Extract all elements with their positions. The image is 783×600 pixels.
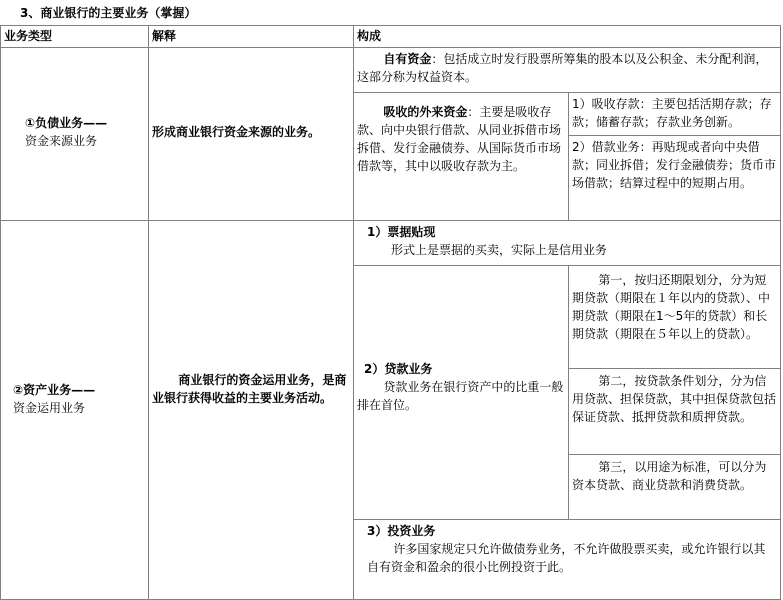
loan-class2-cell: 第二，按贷款条件划分，分为信用贷款、担保贷款，其中担保贷款包括保证贷款、抵押贷款和质押贷款。 <box>568 368 781 455</box>
own-funds-text: ：包括成立时发行股票所筹集的股本以及公积金、未分配利润，这部分称为权益资本。 <box>357 52 768 84</box>
loan-class3-cell: 第三，以用途为标准，可以分为资本贷款、商业贷款和消费贷款。 <box>568 454 781 520</box>
liability-type-cell <box>0 47 149 221</box>
own-funds-label: 自有资金 <box>383 52 432 66</box>
header-type: 业务类型 <box>0 25 149 48</box>
own-funds-cell <box>353 47 781 93</box>
invest-title: 3）投资业务 <box>367 524 436 538</box>
asset-explain-cell <box>148 220 354 600</box>
borrow-cell: 2）借款业务：再贴现或者向中央借款；同业拆借；发行金融债券；货币市场借款；结算过程中的短期占用。 <box>568 135 781 221</box>
deposit-cell: 1）吸收存款：主要包括活期存款；存款；储蓄存款；存款业务创新。 <box>568 92 781 136</box>
asset-explain: 商业银行的资金运用业务，是商业银行获得收益的主要业务活动。 <box>152 373 347 405</box>
liability-type-subtitle: 资金来源业务 <box>25 134 98 148</box>
loan-class1-cell: 第一，按归还期限划分，分为短期贷款（期限在１年以内的贷款）、中期贷款（期限在1～5年的贷款）和长期贷款（期限在５年以上的贷款）。 <box>568 265 781 369</box>
discount-cell <box>353 220 781 266</box>
header-explain: 解释 <box>148 25 354 48</box>
section-title: 3、商业银行的主要业务（掌握） <box>20 6 197 20</box>
discount-text: 形式上是票据的买卖，实际上是信用业务 <box>391 243 608 257</box>
liability-explain-cell <box>148 47 354 221</box>
asset-type-subtitle: 资金运用业务 <box>13 401 86 415</box>
loan-cell <box>353 265 569 520</box>
external-funds-text: ：主要是吸收存款、向中央银行借款、从同业拆借市场拆借、发行金融债券、从国际货币市场借款等，其中以吸收存款为主。 <box>357 105 562 173</box>
loan-title: 2）贷款业务 <box>364 362 433 376</box>
invest-text: 许多国家规定只允许做债券业务，不允许做股票买卖，或允许银行以其自有资金和盈余的很小比例投资于此。 <box>367 542 766 574</box>
discount-title: 1）票据贴现 <box>367 225 436 239</box>
header-compose: 构成 <box>353 25 781 48</box>
invest-cell <box>353 519 781 600</box>
external-funds-label: 吸收的外来资金 <box>383 105 468 119</box>
loan-text: 贷款业务在银行资产中的比重一般排在首位。 <box>357 380 564 412</box>
external-funds-cell <box>353 92 569 221</box>
asset-type-cell <box>0 220 149 600</box>
liability-explain: 形成商业银行资金来源的业务。 <box>152 125 321 139</box>
asset-type-title: ②资产业务—— <box>13 383 96 397</box>
liability-type-title: ①负债业务—— <box>25 116 108 130</box>
